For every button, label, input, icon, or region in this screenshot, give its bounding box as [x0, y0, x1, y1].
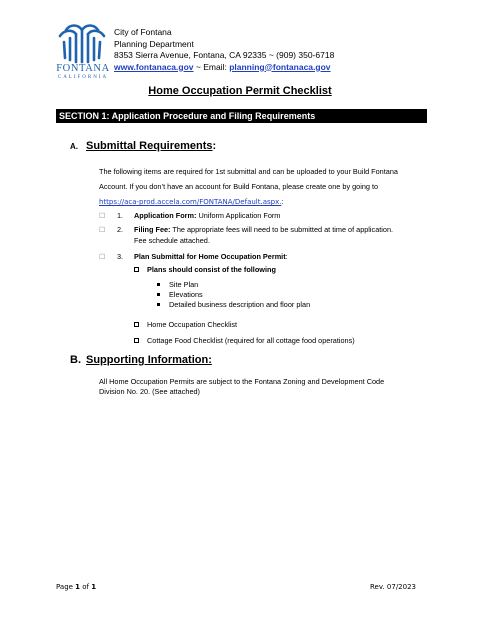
email-separator: ~ Email: [193, 61, 230, 72]
checkbox-icon[interactable]: ☐ [99, 227, 106, 234]
page-title: Home Occupation Permit Checklist [148, 85, 332, 97]
subsection-a-letter: A. [70, 142, 78, 151]
item-label: Filing Fee: [134, 225, 171, 234]
checklist-item-1 [99, 211, 280, 222]
subsection-a-colon: : [212, 140, 217, 152]
logo-wordmark: FONTANA [56, 63, 110, 74]
list-item: Elevations [157, 290, 310, 300]
paragraph-line: All Home Occupation Permits are subject to the Fontana Zoning and Development Code [99, 377, 385, 386]
paragraph-line: Account. If you don’t have an account for Build Fontana, please create one by going to [99, 182, 379, 191]
item-label: Application Form: [134, 211, 197, 220]
section-heading-bar: SECTION 1: Application Procedure and Filing Requirements [56, 109, 427, 123]
plans-heading [134, 265, 276, 275]
home-occupation-checklist-item: Home Occupation Checklist [134, 320, 237, 330]
item-number: 2. [117, 225, 124, 234]
item-number: 1. [117, 211, 124, 220]
subsection-a-title: Submittal Requirements [86, 140, 213, 152]
build-fontana-link[interactable]: https://aca-prod.accela.com/FONTANA/Default.aspx. [99, 198, 282, 206]
bullet-icon [157, 283, 160, 286]
paragraph-line: Division No. 20. (See attached) [99, 387, 200, 396]
department-name: Planning Department [114, 38, 194, 49]
checkbox-icon[interactable]: ☐ [99, 254, 106, 261]
paragraph-line [99, 194, 398, 210]
subsection-a-heading [70, 140, 216, 152]
item-text: Uniform Application Form [196, 211, 281, 220]
item-label: Plan Submittal for Home Occupation Permit [134, 252, 286, 261]
item-continuation: Fee schedule attached. [134, 236, 210, 245]
supporting-paragraph [99, 377, 384, 397]
org-name: City of Fontana [114, 27, 172, 37]
email-link[interactable]: planning@fontanaca.gov [229, 61, 331, 72]
checklist-item-2 [99, 225, 393, 246]
submittal-paragraph [99, 164, 398, 210]
website-link[interactable]: www.fontanaca.gov [114, 61, 194, 72]
checklist-item-3 [99, 252, 288, 263]
header-address-block [114, 27, 334, 73]
cottage-food-checklist-item: Cottage Food Checklist (required for all cottage food operations) [134, 336, 355, 346]
subsection-b-heading [70, 354, 212, 366]
plans-heading-text: Plans should consist of the following [147, 265, 276, 274]
subsection-b-letter: B. [70, 354, 81, 366]
contact-line [114, 62, 334, 74]
plan-bullet-list [157, 280, 310, 310]
list-item: Detailed business description and floor plan [157, 300, 310, 310]
checkbox-icon[interactable] [134, 338, 139, 343]
list-item: Site Plan [157, 280, 310, 290]
logo-subtitle: CALIFORNIA [57, 75, 109, 80]
checkbox-icon[interactable] [134, 322, 139, 327]
checkbox-icon[interactable] [134, 267, 139, 272]
bullet-icon [157, 293, 160, 296]
link-suffix: : [281, 197, 284, 206]
item-text: : [285, 252, 288, 261]
revision-date: Rev. 07/2023 [370, 583, 416, 591]
checkbox-icon[interactable]: ☐ [99, 213, 106, 220]
item-text: The appropriate fees will need to be submitted at time of application. [170, 225, 394, 234]
page-number: Page 1 of 1 [56, 583, 97, 591]
item-number: 3. [117, 252, 124, 261]
bullet-icon [157, 303, 160, 306]
subsection-b-title: Supporting Information: [86, 354, 212, 366]
paragraph-line: The following items are required for 1st submittal and can be uploaded to your Build Fontana [99, 167, 398, 176]
street-address: 8353 Sierra Avenue, Fontana, CA 92335 ~ (909) 350-6718 [114, 50, 335, 60]
